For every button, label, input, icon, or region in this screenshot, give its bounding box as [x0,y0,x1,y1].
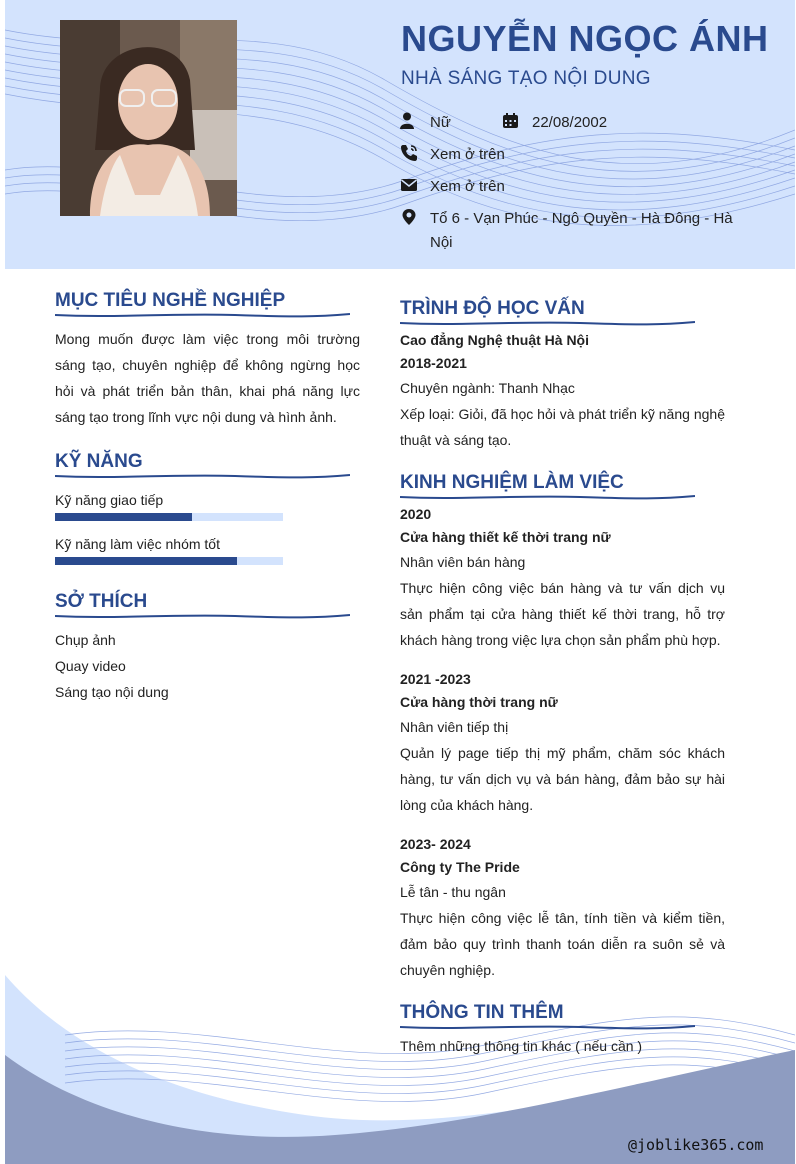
dob-row [502,111,607,135]
gender-value: Nữ [430,114,451,131]
phone-value: Xem ở trên [430,146,505,163]
education-school: Cao đẳng Nghệ thuật Hà Nội [400,332,589,348]
experience-title: KINH NGHIỆM LÀM VIỆC [400,472,624,493]
hobby-item: Chụp ảnh [55,632,116,648]
education-grade: Xếp loại: Giỏi, đã học hỏi và phát triển kỹ năng nghệ thuật và sáng tạo. [400,406,725,448]
hobbies-title: SỞ THÍCH [55,591,148,612]
additional-underline [400,1024,695,1030]
skill-bar [55,513,283,521]
education-years: 2018-2021 [400,355,467,371]
address-value: Tổ 6 - Vạn Phúc - Ngô Quyền - Hà Đông - Hà Nội [430,210,733,251]
location-pin-icon [400,208,418,226]
candidate-name: NGUYỄN NGỌC ÁNH [401,18,769,59]
education-major: Chuyên ngành: Thanh Nhạc [400,380,575,396]
additional-text: Thêm những thông tin khác ( nếu cần ) [400,1038,643,1054]
watermark: @joblike365.com [628,1136,764,1154]
phone-row [400,143,505,167]
hobbies-underline [55,613,350,619]
hobby-item: Quay video [55,658,126,674]
experience-period: 2021 -2023 [400,671,471,687]
education-title: TRÌNH ĐỘ HỌC VẤN [400,298,585,319]
skill-label: Kỹ năng làm việc nhóm tốt [55,536,220,552]
education-underline [400,320,695,326]
experience-role: Nhân viên tiếp thị [400,719,509,735]
skills-title: KỸ NĂNG [55,451,143,472]
objective-text: Mong muốn được làm việc trong môi trường sáng tạo, chuyên nghiệp để không ngừng học hỏi và phát triển bản thân, khai phá năng lực sáng tạo trong lĩnh vực nội dung và hình ảnh. [55,331,360,425]
candidate-title: NHÀ SÁNG TẠO NỘI DUNG [401,68,651,89]
objective-title: MỤC TIÊU NGHỀ NGHIỆP [55,290,286,311]
skills-underline [55,473,350,479]
profile-photo [60,20,237,216]
skill-bar [55,557,283,565]
additional-title: THÔNG TIN THÊM [400,1002,564,1023]
gender-row [400,111,451,135]
skill-bar-fill [55,557,237,565]
email-row [400,175,505,199]
envelope-icon [400,176,418,194]
dob-value: 22/08/2002 [532,114,608,131]
calendar-icon [502,112,520,130]
phone-icon [400,144,418,162]
experience-role: Lễ tân - thu ngân [400,884,506,900]
experience-underline [400,494,695,500]
address-row [400,207,750,255]
experience-desc: Quản lý page tiếp thị mỹ phẩm, chăm sóc khách hàng, tư vấn dịch vụ và bán hàng, đảm bảo sự hài lòng của khách hàng. [400,745,725,813]
skill-bar-fill [55,513,192,521]
header-band [5,0,795,269]
skill-label: Kỹ năng giao tiếp [55,492,164,508]
experience-company: Cửa hàng thiết kế thời trang nữ [400,529,611,545]
objective-underline [55,312,350,318]
hobby-item: Sáng tạo nội dung [55,684,169,700]
experience-period: 2020 [400,506,432,522]
experience-desc: Thực hiện công việc lễ tân, tính tiền và kiểm tiền, đảm bảo quy trình thanh toán diễn ra suôn sẻ và chuyên nghiệp. [400,910,725,978]
experience-desc: Thực hiện công việc bán hàng và tư vấn dịch vụ sản phẩm tại cửa hàng thiết kế thời trang, hỗ trợ khách hàng trong việc lựa chọn sản phẩm phù hợp. [400,580,725,648]
experience-role: Nhân viên bán hàng [400,554,526,570]
experience-company: Công ty The Pride [400,859,520,875]
email-value: Xem ở trên [430,178,505,195]
experience-period: 2023- 2024 [400,836,471,852]
experience-company: Cửa hàng thời trang nữ [400,694,558,710]
user-icon [400,112,418,130]
